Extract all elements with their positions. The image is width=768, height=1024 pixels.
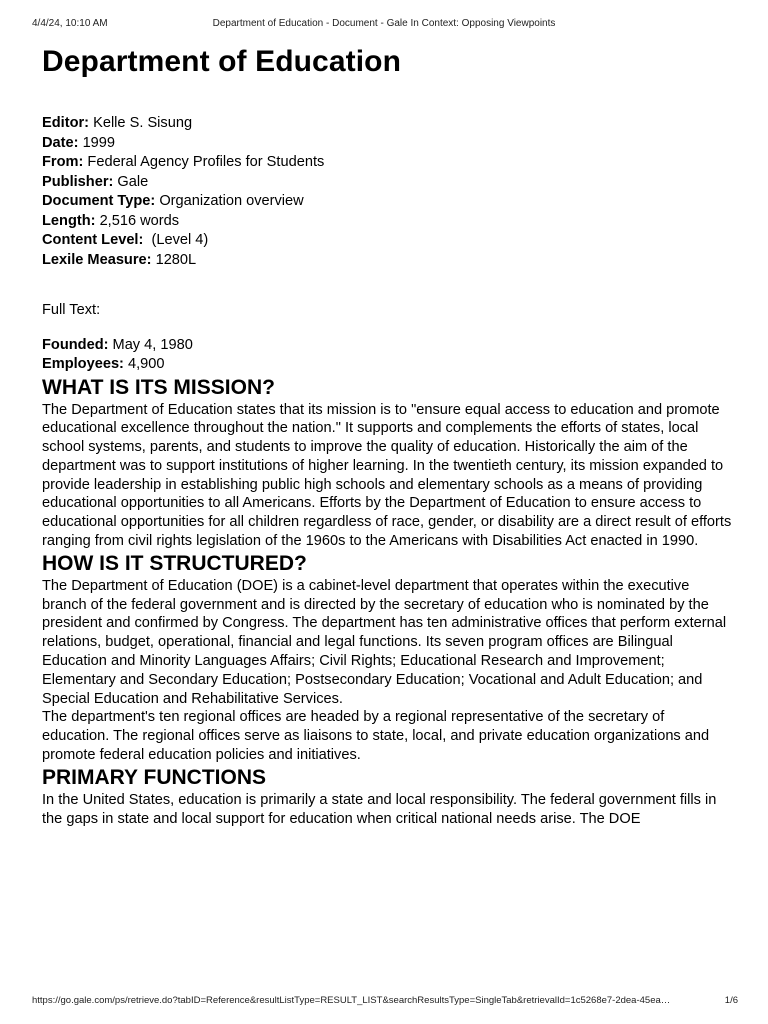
meta-value: Organization overview: [159, 193, 304, 209]
meta-value: Federal Agency Profiles for Students: [87, 154, 325, 170]
fact-label: Founded:: [42, 336, 109, 353]
meta-lexile-measure: [42, 251, 732, 271]
document-body: [42, 40, 732, 828]
meta-label: Date:: [42, 134, 79, 151]
meta-value: (Level 4): [147, 232, 209, 248]
document-title: Department of Education: [42, 45, 401, 78]
print-footer: [32, 994, 738, 1008]
section-heading-structure: HOW IS IT STRUCTURED?: [42, 551, 307, 575]
fact-value: 4,900: [127, 356, 165, 372]
meta-value: Gale: [117, 173, 149, 190]
meta-length: [42, 212, 732, 232]
meta-date: [42, 134, 732, 154]
print-page-title: Department of Education - Document - Gale In Context: Opposing Viewpoints: [212, 18, 556, 29]
section-heading-mission: WHAT IS ITS MISSION?: [42, 375, 275, 399]
section-heading-functions: PRIMARY FUNCTIONS: [42, 765, 267, 789]
meta-document-type: [42, 192, 732, 212]
meta-from: [42, 153, 732, 173]
print-header: [32, 17, 736, 31]
meta-label: Content Level:: [42, 232, 144, 248]
meta-content-level: [42, 231, 732, 251]
structure-paragraph-1: The Department of Education (DOE) is a cabinet-level department that operates within the executive branch of the federal government and is directed by the secretary of education who is nominated by the president and confirmed by Congress. The department has ten administrative offices that perform external relations, budget, operational, financial and legal functions. Its seven program offices are Bilingual Education and Minority Languages Affairs; Civil Rights; Educational Research and Improvement; Elementary and Secondary Education; Postsecondary Education; Vocational and Adult Education; and Special Education and Rehabilitative Services.: [42, 577, 727, 707]
meta-label: Length:: [42, 212, 96, 229]
full-text-label: Full Text:: [42, 302, 101, 318]
meta-publisher: [42, 173, 732, 193]
meta-value: 1280L: [155, 251, 197, 268]
structure-paragraph-2: The department's ten regional offices are headed by a regional representative of the secretary of education. The regional offices serve as liaisons to state, local, and private education organizations and promote federal education policies and initiatives.: [42, 709, 710, 764]
mission-paragraph: The Department of Education states that its mission is to "ensure equal access to education and promote educational excellence throughout the nation." It supports and complements the efforts of states, local school systems, parents, and students to improve the quality of education. Historically the aim of the department was to support institutions of higher learning. In the twentieth century, its mission expanded to provide leadership in establishing public high schools and elementary schools as a means of providing educational opportunities to all Americans. Efforts by the Department of Education to ensure access to educational opportunities for all children regardless of race, gender, or disability are a direct result of efforts ranging from civil rights legislation of the 1960s to the Americans with Disabilities Act enacted in 1990.: [42, 401, 732, 550]
fact-employees: [42, 355, 732, 375]
meta-value: Kelle S. Sisung: [93, 115, 193, 131]
meta-value: 2,516 words: [99, 212, 180, 229]
page-number: 1/6: [724, 995, 738, 1006]
functions-paragraph: In the United States, education is primarily a state and local responsibility. The federal government fills in the gaps in state and local support for education when critical national needs arise. The DOE: [42, 791, 717, 827]
fact-label: Employees:: [42, 356, 124, 372]
fact-value: May 4, 1980: [112, 336, 193, 353]
meta-value: 1999: [82, 134, 116, 151]
metadata-block: [42, 114, 732, 270]
print-timestamp: 4/4/24, 10:10 AM: [32, 18, 108, 29]
fact-founded: [42, 336, 732, 356]
meta-editor: [42, 114, 732, 134]
meta-label: Editor:: [42, 115, 90, 131]
meta-label: Document Type:: [42, 193, 156, 209]
meta-label: Lexile Measure:: [42, 251, 152, 268]
facts-block: [42, 336, 732, 375]
meta-label: Publisher:: [42, 173, 114, 190]
meta-label: From:: [42, 154, 84, 170]
print-url: https://go.gale.com/ps/retrieve.do?tabID=Reference&resultListType=RESULT_LIST&searchResultsType=SingleTab&retrievalId=1c5268e7-2dea-45ea…: [32, 995, 671, 1006]
